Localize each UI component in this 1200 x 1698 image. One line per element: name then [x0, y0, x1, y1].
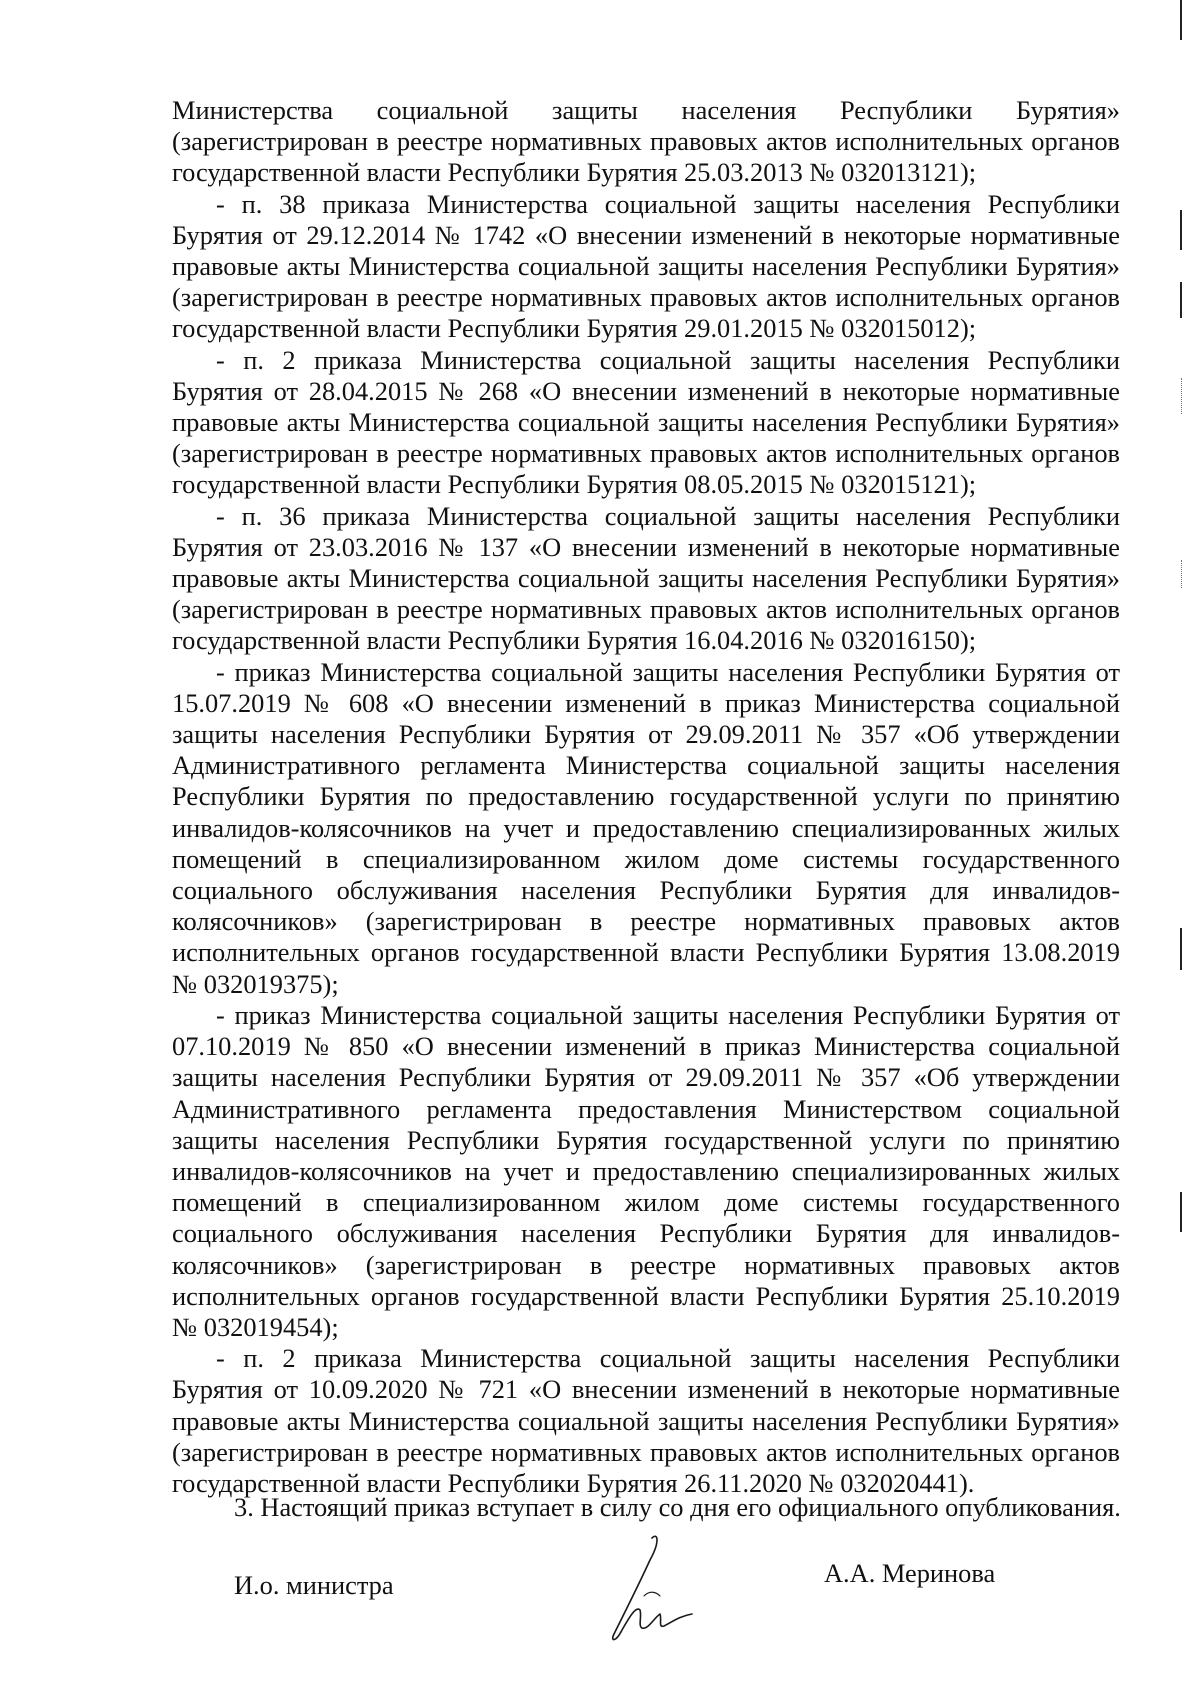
paragraph-continuation: Министерства социальной защиты населения Республики Бурятия» (зарегистрирован в реестре нормативных правовых актов исполнительных органов государственной власти Республики Бурятия 25.03.2013 № 032013121); [172, 95, 1120, 188]
scan-artifact-top [1180, 0, 1182, 40]
scan-artifact-dots-1 [1181, 378, 1183, 414]
signatory-name: А.А. Меринова [824, 1558, 996, 1588]
scan-artifact-2 [1180, 282, 1182, 318]
handwritten-signature [600, 1530, 710, 1650]
paragraph-item-order-850: - приказ Министерства социальной защиты населения Республики Бурятия от 07.10.2019 № 850 «О внесении изменений в приказ Министерства социальной защиты населения Республики Бурятия от 29.09.2011 № 357 «Об утверждении Административного регламента предоставления Министерством социальной защиты населения Республики Бурятия государственной услуги по принятию инвалидов-колясочников на учет и предоставлению специализированных жилых помещений в специализированном жилом доме системы государственного социального обслуживания населения Республики Бурятия для инвалидов-колясочников» (зарегистрирован в реестре нормативных правовых актов исполнительных органов государственной власти Республики Бурятия 25.10.2019 № 032019454); [172, 999, 1120, 1342]
paragraph-item-p36: - п. 36 приказа Министерства социальной защиты населения Республики Бурятия от 23.03.2016 № 137 «О внесении изменений в некоторые нормативные правовые акты Министерства социальной защиты населения Республики Бурятия» (зарегистрирован в реестре нормативных правовых актов исполнительных органов государственной власти Республики Бурятия 16.04.2016 № 032016150); [172, 500, 1120, 656]
document-body [172, 95, 1120, 1499]
signatory-role: И.о. министра [234, 1570, 394, 1600]
paragraph-item-order-608: - приказ Министерства социальной защиты населения Республики Бурятия от 15.07.2019 № 608 «О внесении изменений в приказ Министерства социальной защиты населения Республики Бурятия от 29.09.2011 № 357 «Об утверждении Административного регламента Министерства социальной защиты населения Республики Бурятия по предоставлению государственной услуги по принятию инвалидов-колясочников на учет и предоставлению специализированных жилых помещений в специализированном жилом доме системы государственного социального обслуживания населения Республики Бурятия для инвалидов-колясочников» (зарегистрирован в реестре нормативных правовых актов исполнительных органов государственной власти Республики Бурятия 13.08.2019 № 032019375); [172, 656, 1120, 999]
paragraph-item-p2-2015: - п. 2 приказа Министерства социальной защиты населения Республики Бурятия от 28.04.2015 № 268 «О внесении изменений в некоторые нормативные правовые акты Министерства социальной защиты населения Республики Бурятия» (зарегистрирован в реестре нормативных правовых актов исполнительных органов государственной власти Республики Бурятия 08.05.2015 № 032015121); [172, 344, 1120, 500]
scan-artifact-4 [1180, 1192, 1182, 1232]
scan-artifact-3 [1180, 928, 1182, 970]
paragraph-item-p38: - п. 38 приказа Министерства социальной защиты населения Республики Бурятия от 29.12.2014 № 1742 «О внесении изменений в некоторые нормативные правовые акты Министерства социальной защиты населения Республики Бурятия» (зарегистрирован в реестре нормативных правовых актов исполнительных органов государственной власти Республики Бурятия 29.01.2015 № 032015012); [172, 188, 1120, 344]
scan-artifact-1 [1180, 210, 1182, 250]
paragraph-item-p2-2020: - п. 2 приказа Министерства социальной защиты населения Республики Бурятия от 10.09.2020 № 721 «О внесении изменений в некоторые нормативные правовые акты Министерства социальной защиты населения Республики Бурятия» (зарегистрирован в реестре нормативных правовых актов исполнительных органов государственной власти Республики Бурятия 26.11.2020 № 032020441). [172, 1343, 1120, 1498]
scan-artifact-dots-2 [1181, 560, 1183, 588]
final-clause: 3. Настоящий приказ вступает в силу со дня его официального опубликования. [234, 1492, 1121, 1522]
